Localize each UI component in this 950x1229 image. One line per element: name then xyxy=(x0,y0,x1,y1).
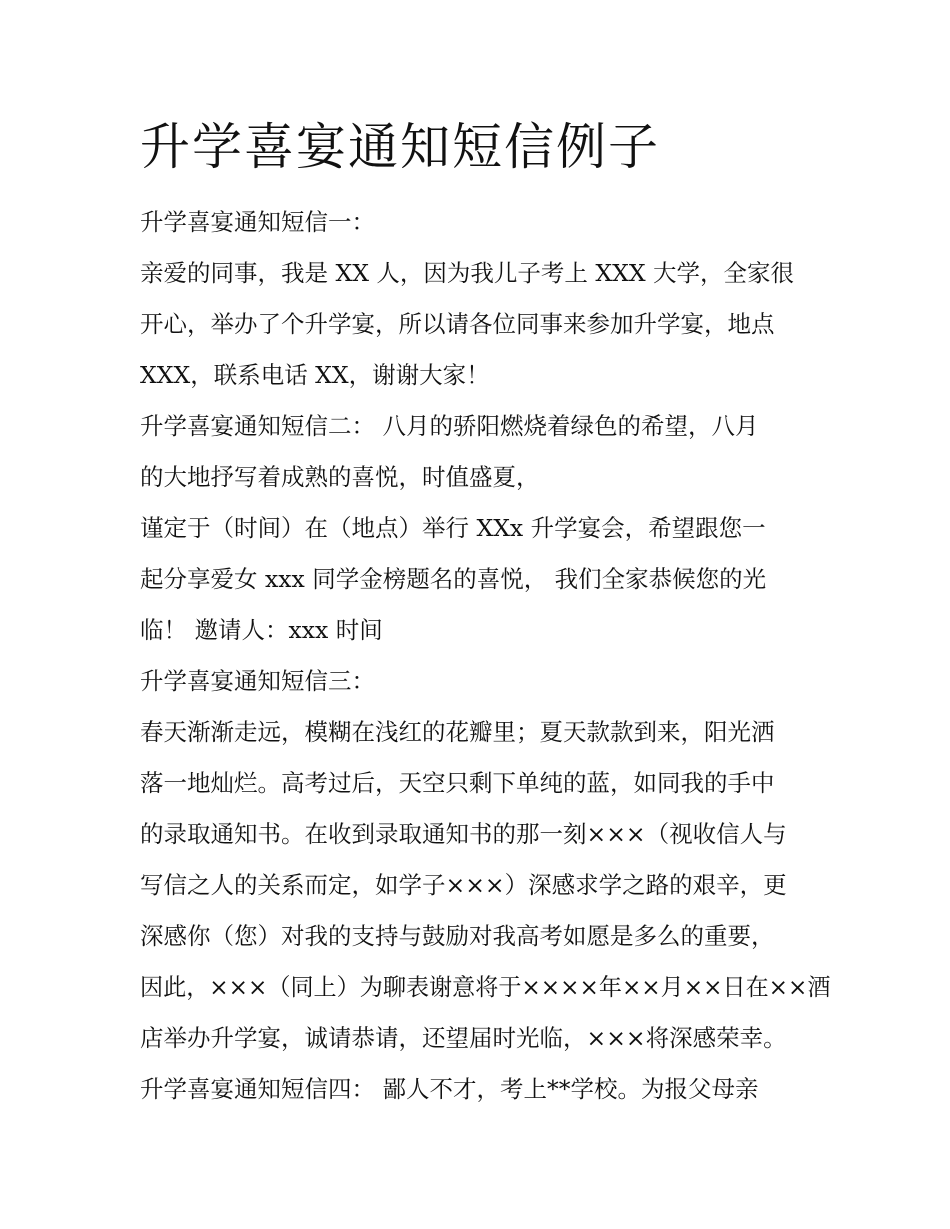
section-heading-1: 升学喜宴通知短信一： xyxy=(140,208,375,236)
paragraph-line: 春天渐渐走远，模糊在浅红的花瓣里；夏天款款到来，阳光洒 xyxy=(140,718,775,746)
paragraph-line: 因此，×××（同上）为聊表谢意将于××××年××月××日在××酒 xyxy=(140,973,831,1001)
paragraph-line: 写信之人的关系而定，如学子×××）深感求学之路的艰辛，更 xyxy=(140,871,787,899)
document-title: 升学喜宴通知短信例子 xyxy=(140,118,660,176)
paragraph-line: XXX，联系电话 XX，谢谢大家！ xyxy=(140,361,490,389)
paragraph-line: 深感你（您）对我的支持与鼓励对我高考如愿是多么的重要， xyxy=(140,922,775,950)
paragraph-line: 落一地灿烂。高考过后，天空只剩下单纯的蓝，如同我的手中 xyxy=(140,769,775,797)
paragraph-line: 的大地抒写着成熟的喜悦，时值盛夏， xyxy=(140,463,540,491)
section-heading-4: 升学喜宴通知短信四： 鄙人不才，考上**学校。为报父母亲 xyxy=(140,1075,759,1103)
section-heading-3: 升学喜宴通知短信三： xyxy=(140,667,375,695)
paragraph-line: 起分享爱女 xxx 同学金榜题名的喜悦， 我们全家恭候您的光 xyxy=(140,565,767,593)
paragraph-line: 谨定于（时间）在（地点）举行 XXx 升学宴会，希望跟您一 xyxy=(140,514,766,542)
paragraph-line: 开心，举办了个升学宴，所以请各位同事来参加升学宴，地点 xyxy=(140,310,775,338)
paragraph-line: 亲爱的同事，我是 XX 人，因为我儿子考上 XXX 大学，全家很 xyxy=(140,259,795,287)
paragraph-line: 店举办升学宴，诚请恭请，还望届时光临，×××将深感荣幸。 xyxy=(140,1024,787,1052)
paragraph-line: 临！ 邀请人：xxx 时间 xyxy=(140,616,383,644)
section-heading-2: 升学喜宴通知短信二： 八月的骄阳燃烧着绿色的希望，八月 xyxy=(140,412,759,440)
paragraph-line: 的录取通知书。在收到录取通知书的那一刻×××（视收信人与 xyxy=(140,820,787,848)
